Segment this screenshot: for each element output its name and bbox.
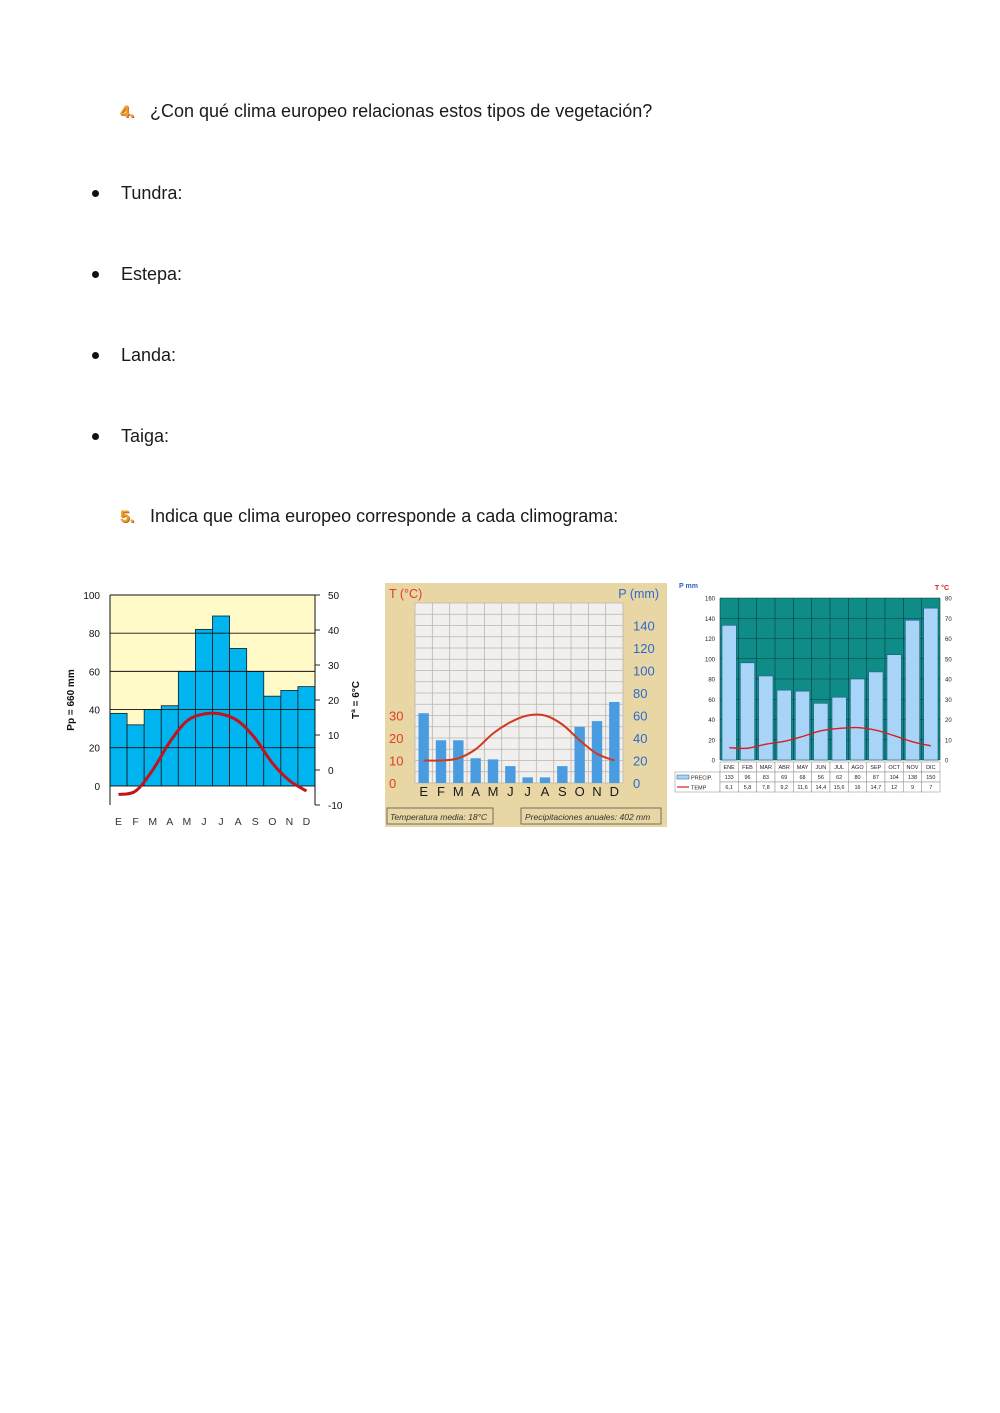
x-tick-label: A (540, 784, 550, 799)
x-tick-label: A (471, 784, 481, 799)
x-tick-label: O (574, 784, 585, 799)
precipitation-bar (418, 713, 428, 783)
data-label: 133 (724, 775, 734, 781)
legend-label: TEMP (691, 785, 707, 792)
data-label: 87 (872, 775, 879, 781)
y-right-tick-label: 70 (945, 616, 952, 623)
y-right-tick-label: 10 (945, 738, 952, 745)
precipitation-bar (488, 759, 498, 783)
y-tick-label: 100 (704, 657, 715, 664)
precipitation-bar (470, 758, 480, 783)
list-item-label: Landa: (121, 345, 177, 365)
y-right-tick-label: 120 (633, 641, 655, 656)
data-label: 16 (854, 785, 861, 791)
y-right-tick-label: 0 (328, 766, 334, 777)
y-tick-label: 20 (88, 743, 100, 755)
x-tick-label: J (218, 816, 224, 828)
precipitation-bar (453, 740, 463, 783)
question-number: 4. (120, 101, 135, 121)
x-tick-label: S (251, 816, 259, 828)
list-item (92, 426, 169, 447)
data-label: 15,6 (833, 785, 845, 791)
precipitation-bar (795, 691, 809, 760)
y-tick-label: 80 (708, 677, 715, 684)
y-right-tick-label: 40 (328, 626, 340, 637)
y-axis-label: Pp = 660 mm (66, 669, 77, 731)
y-right-tick-label: 30 (328, 661, 340, 672)
x-tick-label: J (524, 784, 531, 799)
x-tick-label: SEP (870, 765, 882, 771)
x-tick-label: N (285, 816, 294, 828)
data-label: 9 (910, 785, 915, 791)
list-item (92, 183, 182, 204)
x-tick-label: D (609, 784, 620, 799)
data-label: 62 (836, 775, 843, 781)
y-tick-label: 40 (88, 705, 100, 717)
list-item-label: Taiga: (121, 426, 170, 446)
x-tick-label: D (302, 816, 311, 828)
precipitation-bar (298, 687, 315, 786)
y-right-axis-label: T °C (934, 585, 949, 592)
x-tick-label: J (201, 816, 207, 828)
y-tick-label: 10 (389, 753, 404, 769)
data-label: 9,2 (780, 785, 788, 791)
precipitation-bar (574, 727, 584, 783)
data-label: 7,8 (762, 785, 770, 791)
y-axis-label: T (°C) (389, 587, 423, 601)
data-label: 68 (799, 775, 806, 781)
list-item (92, 345, 176, 366)
y-tick-label: 40 (708, 718, 715, 724)
climograph-1 (60, 580, 362, 830)
precipitation-bar (905, 620, 919, 760)
list-item-label: Estepa: (121, 264, 183, 284)
y-tick-label: 80 (88, 629, 100, 641)
data-label: 14,4 (815, 785, 827, 791)
data-label: 138 (907, 775, 918, 781)
y-tick-label: 160 (704, 596, 715, 603)
list-item-label: Tundra: (121, 183, 183, 203)
data-label: 69 (781, 775, 788, 781)
y-tick-label: 0 (389, 776, 397, 791)
question-5 (120, 506, 618, 527)
y-right-tick-label: 0 (633, 776, 641, 791)
bullet-icon (92, 190, 99, 197)
bullet-icon (92, 433, 99, 440)
y-tick-label: 0 (711, 758, 715, 765)
y-right-tick-label: 60 (945, 637, 952, 643)
precipitation-bar (740, 663, 754, 760)
y-right-tick-label: 20 (328, 696, 340, 707)
x-tick-label: J (507, 784, 514, 799)
question-number: 5. (120, 506, 135, 526)
y-right-tick-label: 80 (633, 686, 648, 701)
y-tick-label: 0 (94, 781, 100, 793)
footer-right-text: Precipitaciones anuales: 402 mm (525, 812, 651, 822)
precipitation-bar (110, 713, 127, 786)
y-tick-label: 60 (88, 667, 100, 679)
x-tick-label: FEB (742, 765, 753, 771)
data-label: 96 (744, 775, 751, 781)
x-tick-label: ENE (723, 765, 735, 771)
legend-swatch (677, 775, 689, 779)
precipitation-bar (850, 679, 864, 760)
x-tick-label: MAR (759, 765, 772, 771)
bullet-icon (92, 271, 99, 278)
y-right-tick-label: 20 (945, 718, 952, 724)
precipitation-bar (195, 629, 212, 786)
y-tick-label: 100 (83, 591, 100, 602)
precipitation-bar (247, 671, 264, 786)
precipitation-bar (887, 655, 901, 760)
x-tick-label: JUL (834, 765, 845, 771)
x-tick-label: S (557, 784, 567, 799)
y-tick-label: 20 (389, 731, 404, 746)
x-tick-label: JUN (815, 765, 827, 771)
precipitation-bar (722, 625, 736, 760)
y-right-axis-label: P (mm) (618, 587, 659, 601)
y-tick-label: 30 (389, 708, 404, 724)
y-tick-label: 120 (704, 637, 715, 643)
y-right-tick-label: 40 (945, 677, 952, 684)
precipitation-bar (557, 766, 567, 783)
x-tick-label: M (148, 816, 158, 828)
y-tick-label: 20 (708, 738, 715, 745)
x-tick-label: O (268, 816, 277, 828)
data-label: 6,1 (725, 785, 733, 791)
precipitation-bar (522, 777, 532, 783)
x-tick-label: A (166, 816, 174, 828)
y-right-tick-label: 60 (633, 708, 648, 724)
y-right-tick-label: 40 (633, 731, 648, 746)
x-tick-label: DIC (926, 765, 936, 771)
x-tick-label: OCT (888, 765, 900, 771)
data-label: 56 (817, 775, 824, 781)
data-label: 104 (889, 775, 899, 781)
data-label: 7 (929, 785, 933, 791)
x-tick-label: NOV (906, 765, 919, 771)
y-right-axis-label: Tª = 6°C (351, 681, 362, 719)
climograph-3 (675, 580, 955, 798)
climograph-2 (385, 583, 667, 827)
precipitation-bar (127, 725, 144, 786)
x-tick-label: M (452, 784, 464, 799)
precipitation-bar (281, 690, 298, 785)
question-4 (120, 101, 652, 122)
y-right-tick-label: 80 (945, 596, 952, 603)
list-item (92, 264, 182, 285)
x-tick-label: A (234, 816, 242, 828)
data-label: 12 (891, 785, 898, 791)
y-right-tick-label: 50 (945, 657, 952, 664)
data-label: 14,7 (870, 785, 882, 791)
precipitation-bar (759, 676, 773, 760)
precipitation-bar (924, 608, 938, 760)
bullet-icon (92, 352, 99, 359)
y-tick-label: 140 (704, 616, 715, 623)
data-label: 11,6 (797, 785, 808, 791)
x-tick-label: F (437, 784, 445, 799)
data-label: 80 (854, 775, 861, 781)
x-tick-label: AGO (851, 765, 864, 771)
y-right-tick-label: -10 (328, 801, 343, 812)
x-tick-label: F (132, 816, 139, 828)
x-tick-label: N (592, 784, 602, 799)
precipitation-bar (777, 690, 791, 760)
y-right-tick-label: 50 (328, 591, 340, 602)
x-tick-label: E (115, 816, 123, 828)
y-right-tick-label: 0 (945, 758, 949, 765)
precipitation-bar (540, 777, 550, 783)
y-right-tick-label: 140 (633, 618, 655, 634)
y-tick-label: 60 (708, 697, 715, 704)
data-label: 5,8 (743, 785, 752, 791)
x-tick-label: E (419, 784, 429, 799)
y-right-tick-label: 10 (328, 731, 340, 742)
precipitation-bar (213, 616, 230, 786)
y-axis-label: P mm (679, 583, 698, 590)
x-tick-label: M (487, 784, 499, 799)
y-right-tick-label: 20 (633, 753, 648, 769)
precipitation-bar (869, 672, 883, 760)
y-right-tick-label: 30 (945, 697, 952, 704)
precipitation-bar (609, 702, 619, 783)
x-tick-label: MAY (796, 765, 809, 771)
x-tick-label: M (182, 816, 192, 828)
precipitation-bar (505, 766, 515, 783)
legend-label: PRECIP. (691, 775, 713, 782)
footer-left-text: Temperatura media: 18°C (390, 812, 488, 822)
question-text: ¿Con qué clima europeo relacionas estos tipos de vegetación? (150, 101, 653, 121)
data-label: 83 (762, 775, 769, 781)
question-text: Indica que clima europeo corresponde a cada climograma: (150, 506, 619, 526)
precipitation-bar (161, 706, 178, 786)
x-tick-label: ABR (778, 765, 790, 771)
y-right-tick-label: 100 (633, 663, 655, 679)
data-label: 150 (926, 775, 936, 781)
